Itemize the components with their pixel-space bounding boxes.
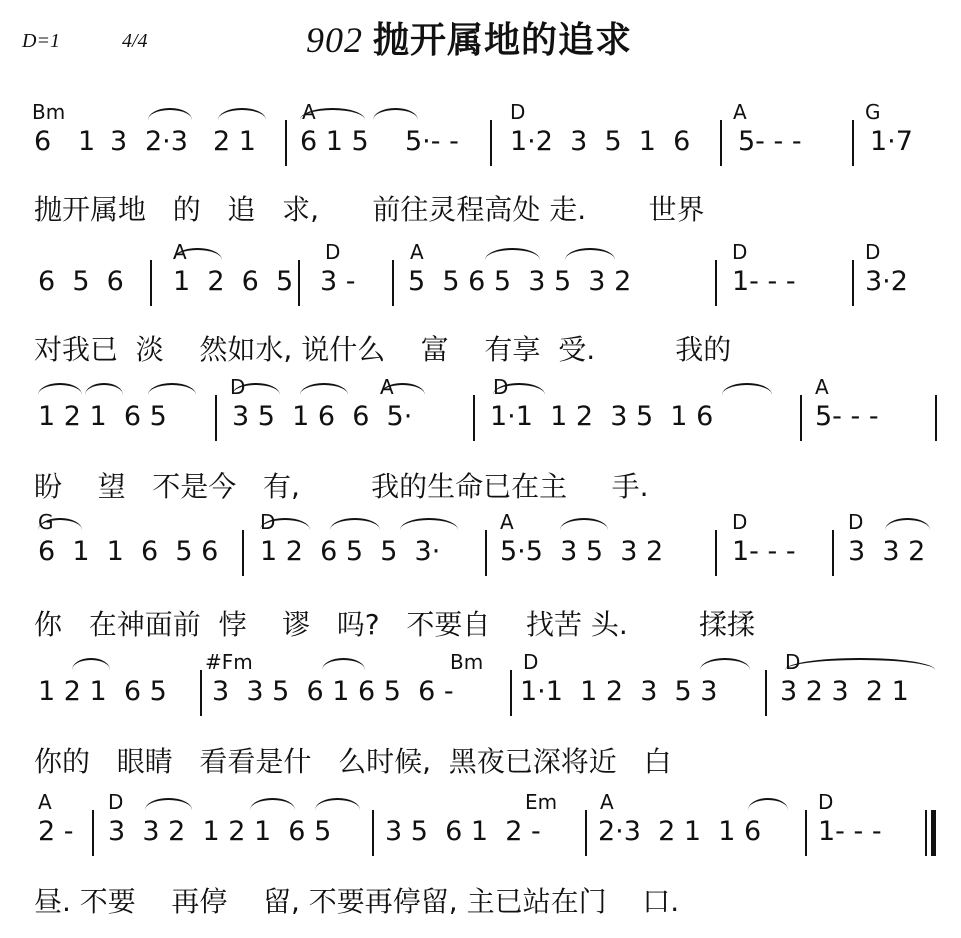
chord-symbol: D: [848, 510, 864, 534]
note-group: 1·2 3 5 1 6: [510, 126, 691, 157]
note-group: 1·1 1 2 3 5 1 6: [490, 401, 714, 432]
slur-mark: [330, 518, 380, 530]
chord-symbol: D: [325, 240, 341, 264]
bar-line: [485, 530, 487, 576]
bar-line: [200, 670, 202, 716]
note-group: 2·3: [145, 126, 188, 157]
slur-mark: [72, 658, 110, 670]
slur-mark: [565, 248, 615, 260]
chord-symbol: A: [600, 790, 614, 814]
chord-symbol: A: [410, 240, 424, 264]
bar-line: [715, 530, 717, 576]
slur-mark: [38, 383, 82, 395]
note-group: 2 1: [213, 126, 256, 157]
bar-line: [372, 810, 374, 856]
chord-symbol: G: [38, 510, 54, 534]
note-group: 3 2 3 2 1: [780, 676, 909, 707]
chord-symbol: A: [815, 375, 829, 399]
note-group: 2·3 2 1 1 6: [598, 816, 762, 847]
chord-symbol: A: [173, 240, 187, 264]
note-group: 1 2 6 5: [173, 266, 294, 297]
lyric-text: 盼 望 不是今 有, 我的生命已在主 手.: [34, 470, 649, 503]
note-group: 1 2 1 6 5: [38, 401, 167, 432]
lyric-line: [0, 328, 961, 368]
slur-mark: [148, 383, 196, 395]
chord-symbol: A: [380, 375, 394, 399]
slur-mark: [250, 798, 295, 810]
slur-mark: [748, 798, 788, 810]
bar-line: [392, 260, 394, 306]
lyric-text: 抛开属地 的 追 求, 前往灵程高处 走. 世界: [34, 193, 705, 226]
lyric-text: 昼. 不要 再停 留, 不要再停留, 主已站在门 口.: [34, 885, 680, 918]
note-group: 1- - -: [732, 266, 796, 297]
song-title: [306, 12, 632, 63]
notation-line: [0, 790, 961, 860]
slur-mark: [148, 108, 192, 120]
chord-symbol: A: [733, 100, 747, 124]
note-group: 3 -: [320, 266, 356, 297]
note-group: 6 1 5: [300, 126, 369, 157]
bar-line: [765, 670, 767, 716]
note-group: 6: [34, 126, 52, 157]
slur-mark: [300, 383, 348, 395]
slur-mark: [373, 108, 418, 120]
note-group: 1·1 1 2 3 5 3: [520, 676, 718, 707]
lyric-text: 你的 眼睛 看看是什 么时候, 黑夜已深将近 白: [34, 745, 672, 778]
notation-line: [0, 375, 961, 445]
note-group: 5 5 6 5 3 5 3 2: [408, 266, 632, 297]
chord-symbol: D: [493, 375, 509, 399]
slur-mark: [785, 658, 935, 670]
note-group: 5- - -: [738, 126, 802, 157]
bar-line: [800, 395, 802, 441]
note-group: 1- - -: [818, 816, 882, 847]
note-group: 3·2: [865, 266, 908, 297]
chord-symbol: A: [38, 790, 52, 814]
bar-line: [715, 260, 717, 306]
slur-mark: [322, 658, 365, 670]
chord-symbol: D: [785, 650, 801, 674]
note-group: 1: [78, 126, 96, 157]
note-group: 1 2 1 6 5: [38, 676, 167, 707]
chord-symbol: #Fm: [205, 650, 253, 674]
notation-line: [0, 510, 961, 580]
note-group: 3 5 6 1 2 -: [385, 816, 541, 847]
chord-symbol: Bm: [32, 100, 66, 124]
lyric-line: [0, 188, 961, 228]
bar-line: [285, 120, 287, 166]
note-group: 1·7: [870, 126, 913, 157]
bar-line: [242, 530, 244, 576]
chord-symbol: A: [302, 100, 316, 124]
chord-symbol: D: [818, 790, 834, 814]
note-group: 6 1 1 6 5 6: [38, 536, 219, 567]
lyric-line: [0, 880, 961, 920]
lyric-line: [0, 603, 961, 643]
notation-line: [0, 100, 961, 170]
chord-symbol: D: [260, 510, 276, 534]
bar-line: [805, 810, 807, 856]
note-group: 1- - -: [732, 536, 796, 567]
bar-line: [490, 120, 492, 166]
slur-mark: [85, 383, 123, 395]
lyric-line: [0, 465, 961, 505]
note-group: 1 2 6 5 5 3·: [260, 536, 441, 567]
slur-mark: [485, 248, 540, 260]
song-name: 抛开属地的追求: [373, 20, 633, 61]
chord-symbol: D: [732, 240, 748, 264]
bar-line: [585, 810, 587, 856]
lyric-text: 对我已 淡 然如水, 说什么 富 有享 受. 我的: [34, 333, 732, 366]
note-group: 3 3 2 1 2 1 6 5: [108, 816, 332, 847]
note-group: 5- - -: [815, 401, 879, 432]
chord-symbol: Em: [525, 790, 558, 814]
bar-line: [935, 395, 937, 441]
note-group: 5·- -: [405, 126, 459, 157]
slur-mark: [560, 518, 608, 530]
note-group: 3: [110, 126, 128, 157]
slur-mark: [145, 798, 192, 810]
bar-line: [720, 120, 722, 166]
notation-line: [0, 650, 961, 720]
bar-line: [510, 670, 512, 716]
note-group: 3 3 5 6 1 6 5 6 -: [212, 676, 454, 707]
time-signature: 4/4: [122, 30, 148, 52]
slur-mark: [885, 518, 930, 530]
chord-symbol: G: [865, 100, 881, 124]
bar-line: [92, 810, 94, 856]
notation-line: [0, 240, 961, 310]
bar-line: [852, 260, 854, 306]
chord-symbol: D: [865, 240, 881, 264]
slur-mark: [722, 383, 772, 395]
bar-line: [473, 395, 475, 441]
chord-symbol: D: [108, 790, 124, 814]
song-number: 902: [306, 20, 363, 60]
note-group: 2 -: [38, 816, 74, 847]
chord-symbol: D: [732, 510, 748, 534]
note-group: 3 3 2: [848, 536, 926, 567]
note-group: 3 5 1 6 6 5·: [232, 401, 413, 432]
bar-line: [215, 395, 217, 441]
lyric-text: 你 在神面前 悖 谬 吗? 不要自 找苦 头. 揉揉: [34, 608, 755, 641]
slur-mark: [315, 798, 360, 810]
key-signature: D=1: [22, 30, 60, 52]
slur-mark: [400, 518, 458, 530]
chord-symbol: D: [523, 650, 539, 674]
chord-symbol: D: [510, 100, 526, 124]
slur-mark: [700, 658, 750, 670]
slur-mark: [218, 108, 266, 120]
chord-symbol: Bm: [450, 650, 484, 674]
bar-line: [150, 260, 152, 306]
final-bar-line: [925, 810, 937, 856]
bar-line: [832, 530, 834, 576]
note-group: 6 5 6: [38, 266, 124, 297]
lyric-line: [0, 740, 961, 780]
chord-symbol: D: [230, 375, 246, 399]
bar-line: [298, 260, 300, 306]
chord-symbol: A: [500, 510, 514, 534]
note-group: 5·5 3 5 3 2: [500, 536, 664, 567]
bar-line: [852, 120, 854, 166]
